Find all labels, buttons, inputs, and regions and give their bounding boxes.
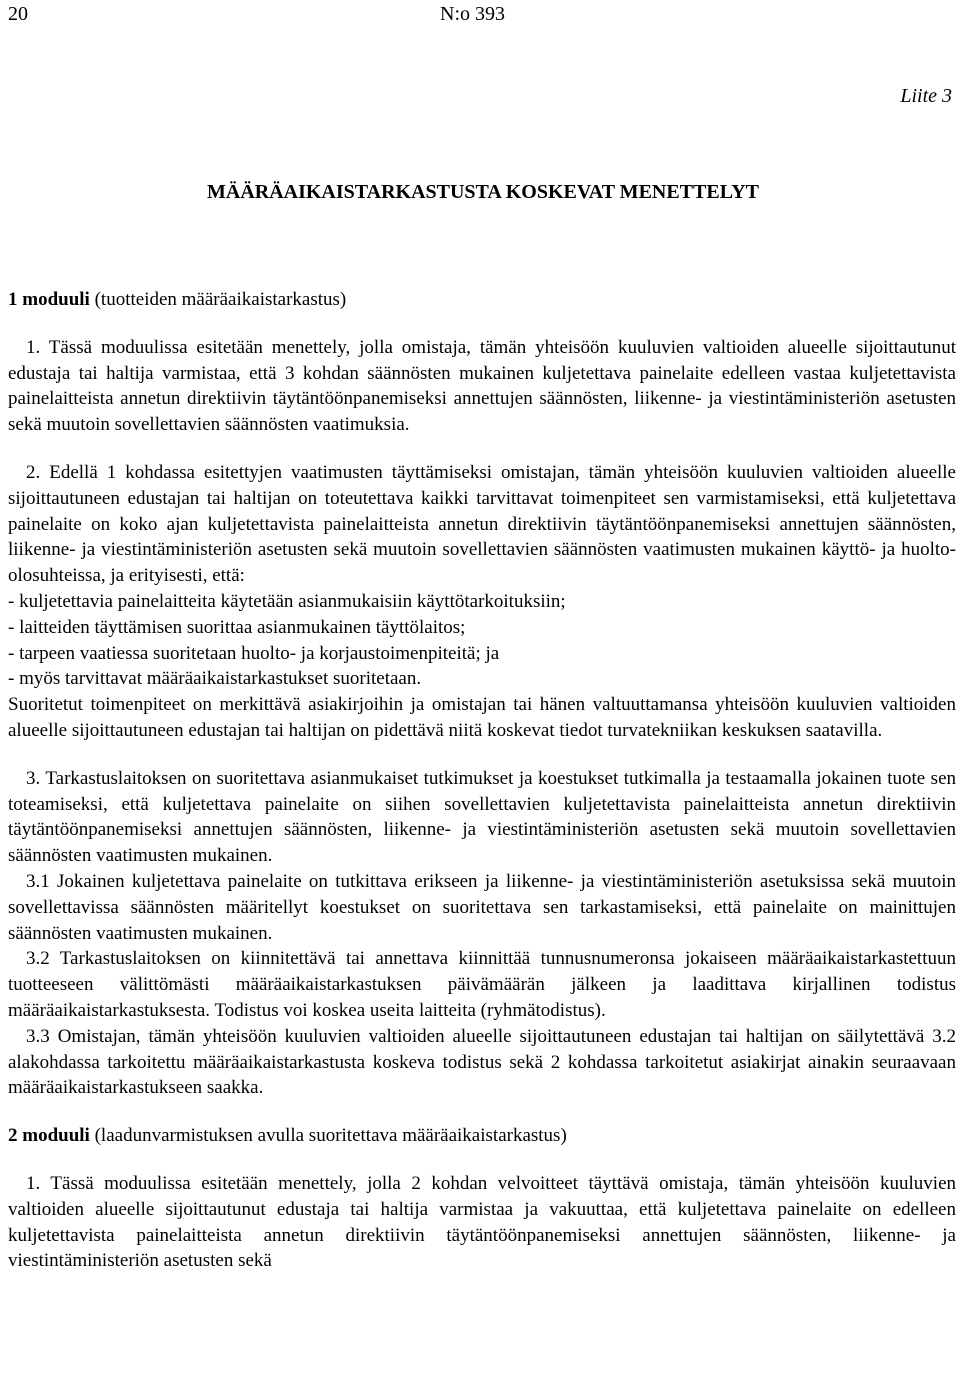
module-1-paragraph-3: 3. Tarkastuslaitoksen on suoritettava asianmukaiset tutkimukset ja koestukset tutkimalla ja testaamalla jokainen tuote sen toteamiseksi, että kuljetettava painelaite on siihen sovellettavien kuljetettavista painelaitteista annetun direktiivin täytäntöönpanemiseksi annettujen säännösten, liikenne- ja viestintäministeriön asetusten sekä muutoin sovellettavien säännösten vaatimusten mukainen. <box>8 767 956 867</box>
module-1-paragraph-3-2: 3.2 Tarkastuslaitoksen on kiinnitettävä tai annettava kiinnittää tunnusnumeronsa jokaiseen määräaikaistarkastettuun tuotteeseen välittömästi määräaikaistarkastuksen päivämäärän jälkeen ja laadittava kirjallinen todistus määräaikaistarkastuksesta. Todistus voi koskea useita laitteita (ryhmätodistus). <box>8 948 956 1021</box>
module-1-paragraph-2-continuation: Suoritetut toimenpiteet on merkittävä asiakirjoihin ja omistajan tai hänen valtuuttamansa yhteisöön kuuluvien valtioiden alueelle sijoittautuneen edustajan tai haltijan on pidettävä niitä koskevat tiedot turvatekniikan keskuksen saatavilla. <box>8 694 956 741</box>
issue-number: N:o 393 <box>440 3 505 25</box>
module-2-heading <box>8 1123 956 1149</box>
module-1-paragraph-3-3: 3.3 Omistajan, tämän yhteisöön kuuluvien valtioiden alueelle sijoittautuneen edustajan tai haltijan on säilytettävä 3.2 alakohdassa tarkoitettu määräaikaistarkastusta koskeva todistus sekä 2 kohdassa tarkoitetut asiakirjat ainakin seuraavaan määräaikaistarkastukseen saakka. <box>8 1025 956 1099</box>
module-1-paragraph-1: 1. Tässä moduulissa esitetään menettely, jolla omistaja, tämän yhteisöön kuuluvien valtioiden alueelle sijoittautunut edustaja tai haltija varmistaa, että 3 kohdan säännösten mukainen kuljetettava painelaite edelleen vastaa kuljetettavista painelaitteista annetun direktiivin täytäntöönpanemiseksi annettujen säännösten, liikenne- ja viestintäministeriön asetusten sekä muutoin sovellettavien säännösten vaatimuksia. <box>8 336 956 436</box>
module-1-heading <box>8 287 956 313</box>
paragraph-gap <box>8 438 956 460</box>
document-title: MÄÄRÄAIKAISTARKASTUSTA KOSKEVAT MENETTELYT <box>207 181 759 203</box>
paragraph-gap <box>8 1101 956 1123</box>
module-2-heading-rest: (laadunvarmistuksen avulla suoritettava määräaikaistarkastus) <box>89 1125 567 1147</box>
document-page <box>8 0 958 1390</box>
module-2-heading-bold: 2 moduuli <box>8 1125 90 1147</box>
module-1-heading-rest: (tuotteiden määräaikaistarkastus) <box>89 289 347 310</box>
module-2-paragraph-1: 1. Tässä moduulissa esitetään menettely, jolla 2 kohdan velvoitteet täyttävä omistaja, tämän yhteisöön kuuluvien valtioiden alueelle sijoittautunut edustaja tai haltija varmistaa ja vakuuttaa, että kuljetettava painelaite on edelleen kuljetettavista painelaitteista annetun direktiivin täytäntöönpanemiseksi annettujen säännösten, liikenne- ja viestintäministeriön asetusten sekä <box>8 1172 956 1272</box>
list-item: - kuljetettavia painelaitteita käytetään asianmukaisiin käyttötarkoituksiin; <box>8 590 566 612</box>
appendix-label: Liite 3 <box>900 85 952 107</box>
list-item: - laitteiden täyttämisen suorittaa asianmukainen täyttölaitos; <box>8 616 466 638</box>
running-header <box>8 2 958 30</box>
list-item: - myös tarvittavat määräaikaistarkastukset suoritetaan. <box>8 668 422 690</box>
page-number: 20 <box>8 3 28 25</box>
paragraph-gap <box>8 744 956 766</box>
document-body <box>8 287 956 1274</box>
module-1-heading-bold: 1 moduuli <box>8 289 90 310</box>
module-1-paragraph-2: 2. Edellä 1 kohdassa esitettyjen vaatimusten täyttämiseksi omistajan, tämän yhteisöön kuuluvien valtioiden alueelle sijoittautuneen edustajan tai haltijan on toteutettava kaikki tarvittavat toimenpiteet sen varmistamiseksi, että kuljetettava painelaite on koko ajan kuljetettavista painelaitteista annetun direktiivin täytäntöönpanemiseksi annettujen säännösten, liikenne- ja viestintäministeriön asetusten sekä muutoin sovellettavien säännösten vaatimusten mukainen käyttö- ja huolto-olosuhteissa, ja erityisesti, että: <box>8 461 956 587</box>
module-1-paragraph-3-1: 3.1 Jokainen kuljetettava painelaite on tutkittava erikseen ja liikenne- ja viestintäministeriön asetuksissa sekä muutoin sovellettavissa säännösten määritellyt koestukset on suoritettava sen tarkastamiseksi, että painelaite on mainittujen säännösten vaatimusten mukainen. <box>8 870 956 944</box>
list-item: - tarpeen vaatiessa suoritetaan huolto- ja korjaustoimenpiteitä; ja <box>8 642 500 664</box>
